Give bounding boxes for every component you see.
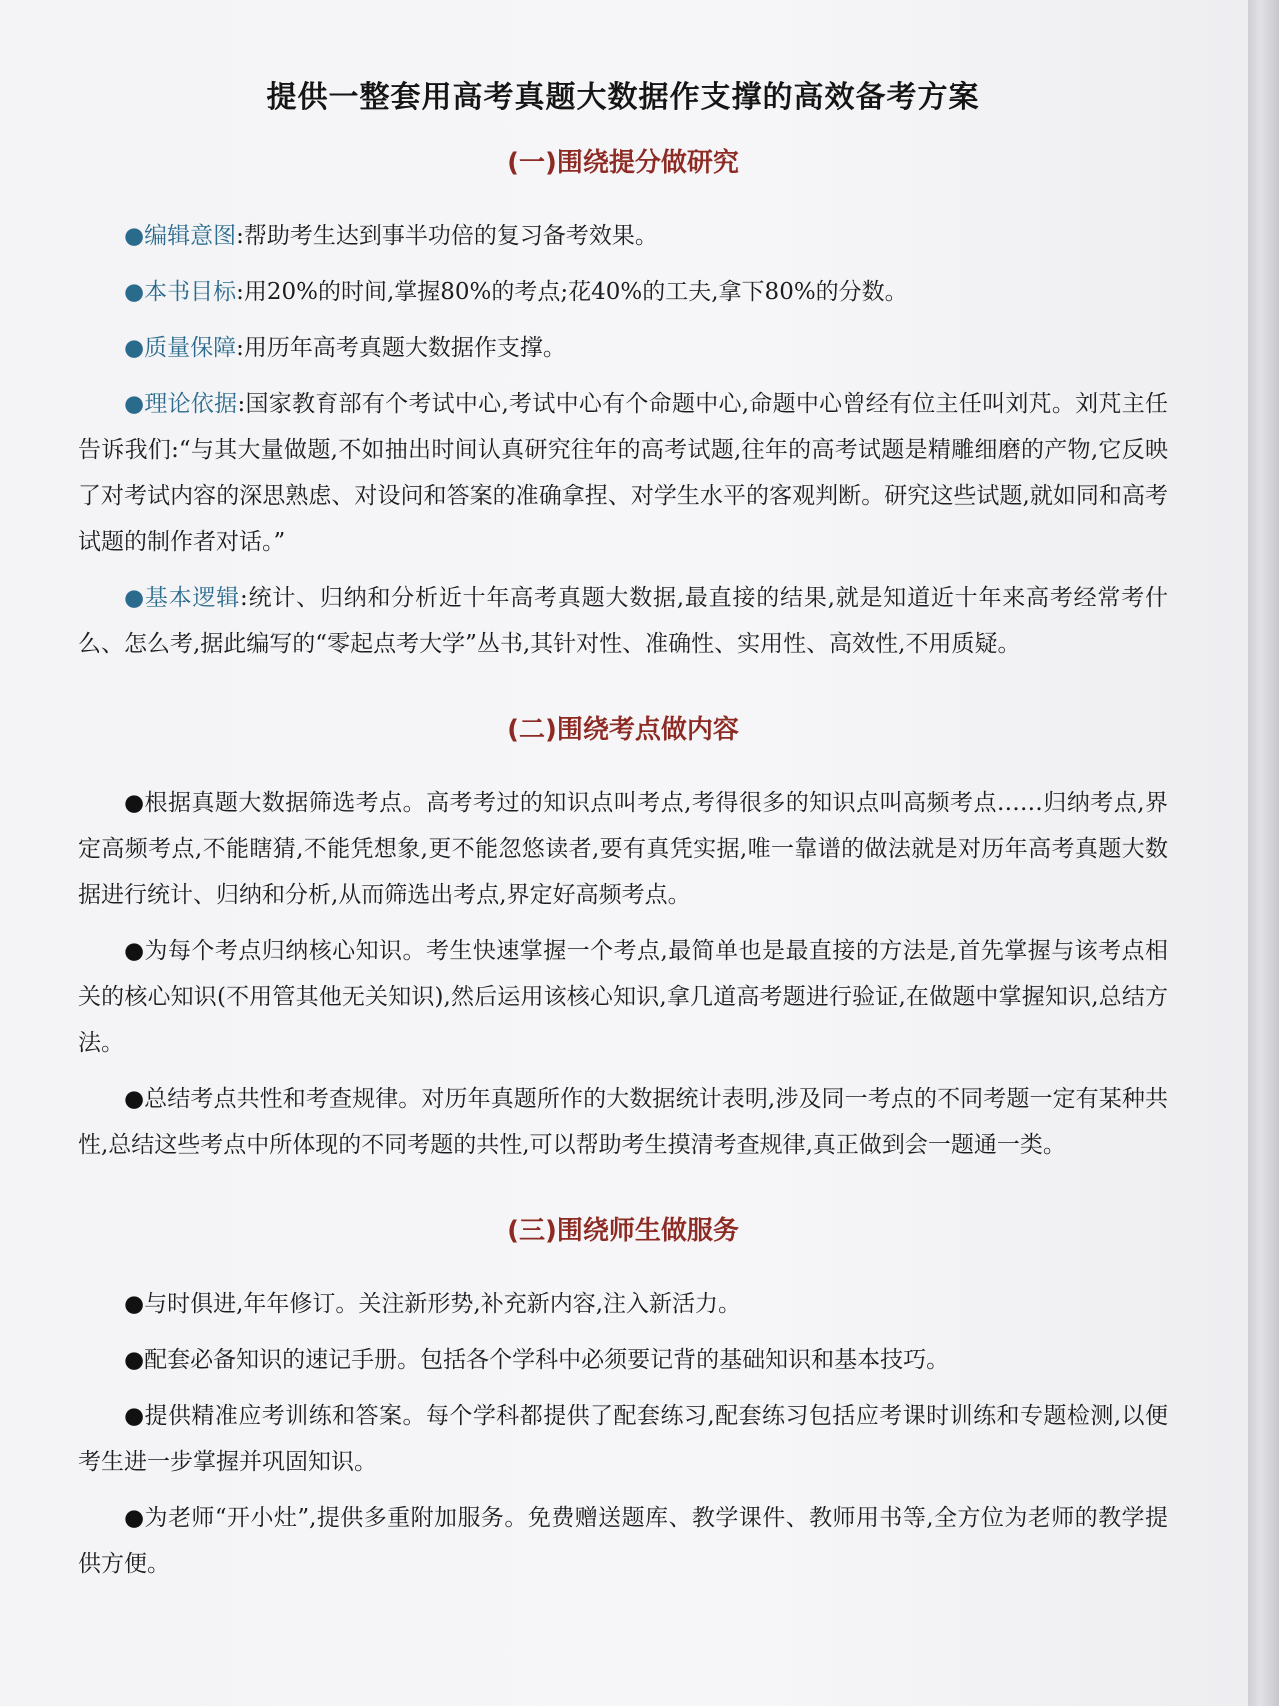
section-heading-service: (三)围绕师生做服务 — [507, 1216, 739, 1246]
bullet-dot-icon: ● — [124, 585, 145, 611]
list-item-book-goal — [78, 269, 1168, 315]
bullet-dot-icon: ● — [124, 1291, 145, 1317]
bullet-dot-icon: ● — [124, 335, 145, 361]
item-text: 与时俱进,年年修订。关注新形势,补充新内容,注入新活力。 — [144, 1291, 742, 1317]
bullet-dot-icon: ● — [124, 1505, 145, 1531]
item-label: 本书目标 — [144, 279, 237, 305]
item-label: 基本逻辑 — [144, 585, 241, 611]
item-text: :用历年高考真题大数据作支撑。 — [236, 335, 566, 361]
bullet-dot-icon: ● — [124, 1403, 145, 1429]
list-item-editing-intent — [78, 213, 1168, 259]
page-stack-edge — [1248, 0, 1279, 1706]
list-item — [78, 1495, 1168, 1587]
section-heading-research: (一)围绕提分做研究 — [507, 148, 739, 178]
list-item — [78, 1281, 1168, 1327]
list-item — [78, 928, 1168, 1066]
bullet-dot-icon: ● — [124, 1086, 145, 1112]
list-item-theory — [78, 381, 1168, 565]
bullet-dot-icon: ● — [124, 279, 145, 305]
item-text: :用20%的时间,掌握80%的考点;花40%的工夫,拿下80%的分数。 — [236, 279, 908, 305]
section-content — [78, 709, 1168, 1168]
item-label: 理论依据 — [144, 391, 238, 417]
list-item — [78, 780, 1168, 918]
list-item — [78, 1076, 1168, 1168]
list-item-logic — [78, 575, 1168, 667]
list-item-quality — [78, 325, 1168, 371]
item-text: :统计、归纳和分析近十年高考真题大数据,最直接的结果,就是知道近十年来高考经常考什么、怎么考,据此编写的“零起点考大学”丛书,其针对性、准确性、实用性、高效性,不用质疑。 — [78, 585, 1168, 657]
item-text: 提供精准应考训练和答案。每个学科都提供了配套练习,配套练习包括应考课时训练和专题检测,以便考生进一步掌握并巩固知识。 — [78, 1403, 1168, 1475]
bullet-dot-icon: ● — [124, 391, 145, 417]
bullet-dot-icon: ● — [124, 1347, 145, 1373]
item-text: 配套必备知识的速记手册。包括各个学科中必须要记背的基础知识和基本技巧。 — [144, 1347, 950, 1373]
section-heading-content: (二)围绕考点做内容 — [507, 715, 739, 745]
section-research — [78, 142, 1168, 667]
page-title: 提供一整套用高考真题大数据作支撑的高效备考方案 — [266, 80, 980, 115]
bullet-dot-icon: ● — [124, 223, 145, 249]
bullet-dot-icon: ● — [124, 790, 145, 816]
page-content — [78, 72, 1168, 1597]
list-item — [78, 1393, 1168, 1485]
item-label: 编辑意图 — [144, 223, 237, 249]
item-text: :帮助考生达到事半功倍的复习备考效果。 — [236, 223, 658, 249]
section-service — [78, 1210, 1168, 1587]
list-item — [78, 1337, 1168, 1383]
item-text: 为每个考点归纳核心知识。考生快速掌握一个考点,最简单也是最直接的方法是,首先掌握与该考点相关的核心知识(不用管其他无关知识),然后运用该核心知识,拿几道高考题进行验证,在做题中掌握知识,总结方法。 — [78, 938, 1168, 1056]
bullet-dot-icon: ● — [124, 938, 145, 964]
item-label: 质量保障 — [144, 335, 237, 361]
item-text: :国家教育部有个考试中心,考试中心有个命题中心,命题中心曾经有位主任叫刘芃。刘芃主任告诉我们:“与其大量做题,不如抽出时间认真研究往年的高考试题,往年的高考试题是精雕细磨的产物,它反映了对考试内容的深思熟虑、对设问和答案的准确拿捏、对学生水平的客观判断。研究这些试题,就如同和高考试题的制作者对话。” — [78, 391, 1168, 555]
item-text: 总结考点共性和考查规律。对历年真题所作的大数据统计表明,涉及同一考点的不同考题一定有某种共性,总结这些考点中所体现的不同考题的共性,可以帮助考生摸清考查规律,真正做到会一题通一类。 — [78, 1086, 1168, 1158]
item-text: 为老师“开小灶”,提供多重附加服务。免费赠送题库、教学课件、教师用书等,全方位为老师的教学提供方便。 — [78, 1505, 1168, 1577]
item-text: 根据真题大数据筛选考点。高考考过的知识点叫考点,考得很多的知识点叫高频考点……归纳考点,界定高频考点,不能瞎猜,不能凭想象,更不能忽悠读者,要有真凭实据,唯一靠谱的做法就是对历年高考真题大数据进行统计、归纳和分析,从而筛选出考点,界定好高频考点。 — [78, 790, 1168, 908]
